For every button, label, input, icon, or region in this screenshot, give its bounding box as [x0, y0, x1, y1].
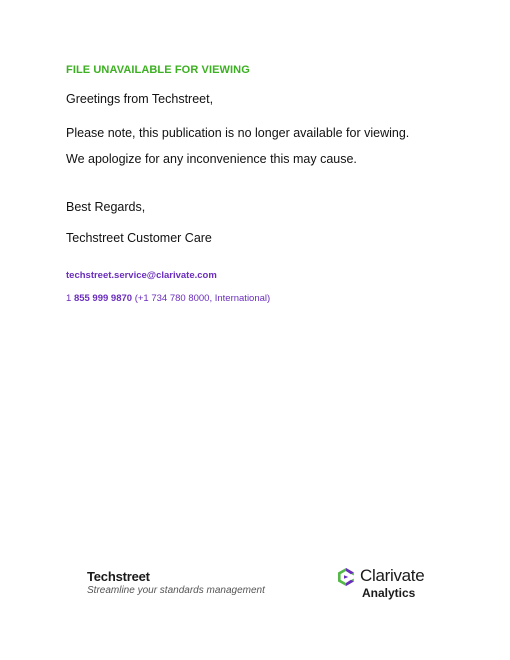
techstreet-logo — [87, 569, 265, 596]
closing-text: Best Regards, — [66, 200, 146, 214]
unavailable-message: Please note, this publication is no longer available for viewing. — [66, 126, 410, 140]
clarivate-logo — [336, 566, 446, 602]
apology-message: We apologize for any inconvenience this may cause. — [66, 152, 357, 166]
techstreet-tagline: Streamline your standards management — [87, 585, 265, 596]
greeting-text: Greetings from Techstreet, — [66, 92, 214, 106]
contact-email-link[interactable]: techstreet.service@clarivate.com — [66, 270, 217, 281]
clarivate-mark-icon — [336, 567, 356, 587]
clarivate-brand: Clarivate — [360, 566, 425, 585]
phone-prefix: 1 — [66, 293, 74, 304]
phone-international: (+1 734 780 8000, International) — [132, 293, 271, 304]
clarivate-sub: Analytics — [362, 586, 416, 600]
techstreet-brand: Techstreet — [87, 569, 150, 584]
contact-phone — [66, 293, 270, 304]
signature-text: Techstreet Customer Care — [66, 231, 212, 245]
phone-number: 855 999 9870 — [73, 293, 133, 304]
notice-title: FILE UNAVAILABLE FOR VIEWING — [66, 64, 250, 76]
